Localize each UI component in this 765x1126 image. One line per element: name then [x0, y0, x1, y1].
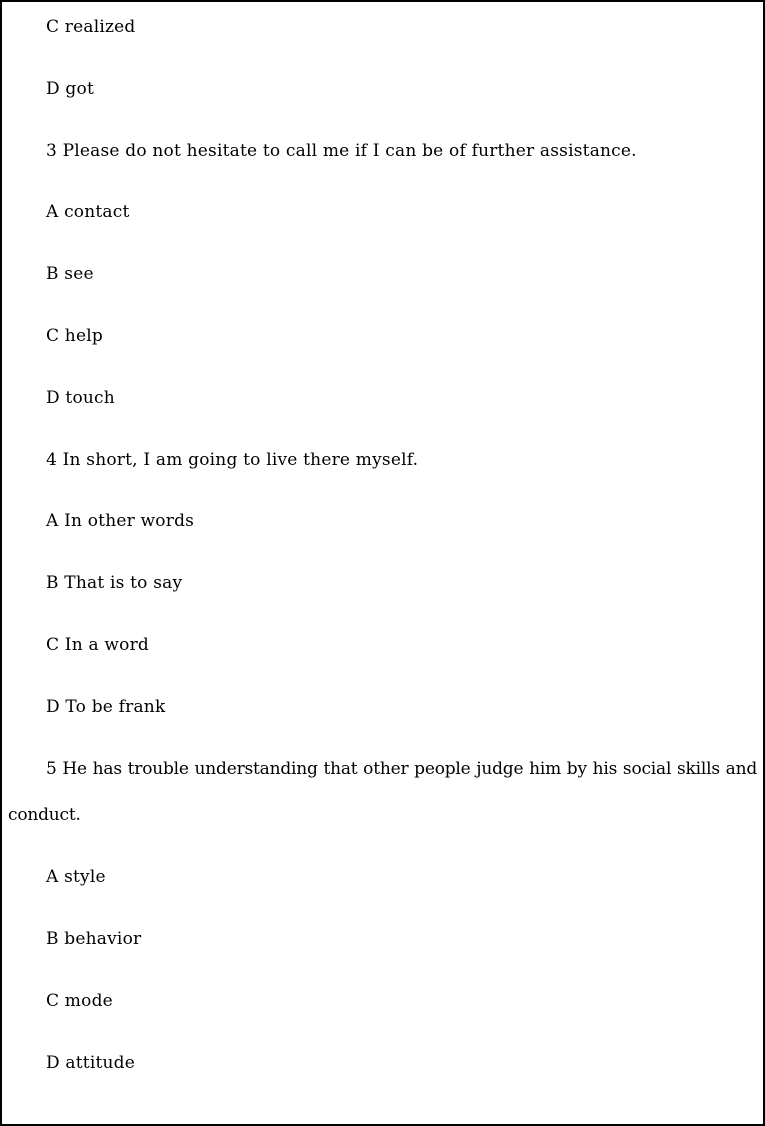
- option-b-behavior: B behavior: [46, 929, 142, 949]
- option-c-mode: C mode: [46, 991, 113, 1011]
- question-4: 4 In short, I am going to live there myself.: [46, 450, 419, 470]
- option-d-touch: D touch: [46, 388, 115, 408]
- option-c-help: C help: [46, 326, 103, 346]
- question-5: 5 He has trouble understanding that other people judge him by his social skills and conduct.: [8, 759, 757, 825]
- option-c-in-a-word: C In a word: [46, 635, 150, 655]
- option-d-to-be-frank: D To be frank: [46, 697, 166, 717]
- option-a-in-other-words: A In other words: [46, 511, 195, 531]
- question-3: 3 Please do not hesitate to call me if I can be of further assistance.: [46, 141, 637, 161]
- option-d-got: D got: [46, 79, 94, 99]
- option-a-style: A style: [46, 867, 106, 887]
- option-c-realized: C realized: [46, 17, 136, 37]
- option-d-attitude: D attitude: [46, 1053, 135, 1073]
- option-b-that-is-to-say: B That is to say: [46, 573, 183, 593]
- option-a-contact: A contact: [46, 202, 130, 222]
- option-b-see: B see: [46, 264, 94, 284]
